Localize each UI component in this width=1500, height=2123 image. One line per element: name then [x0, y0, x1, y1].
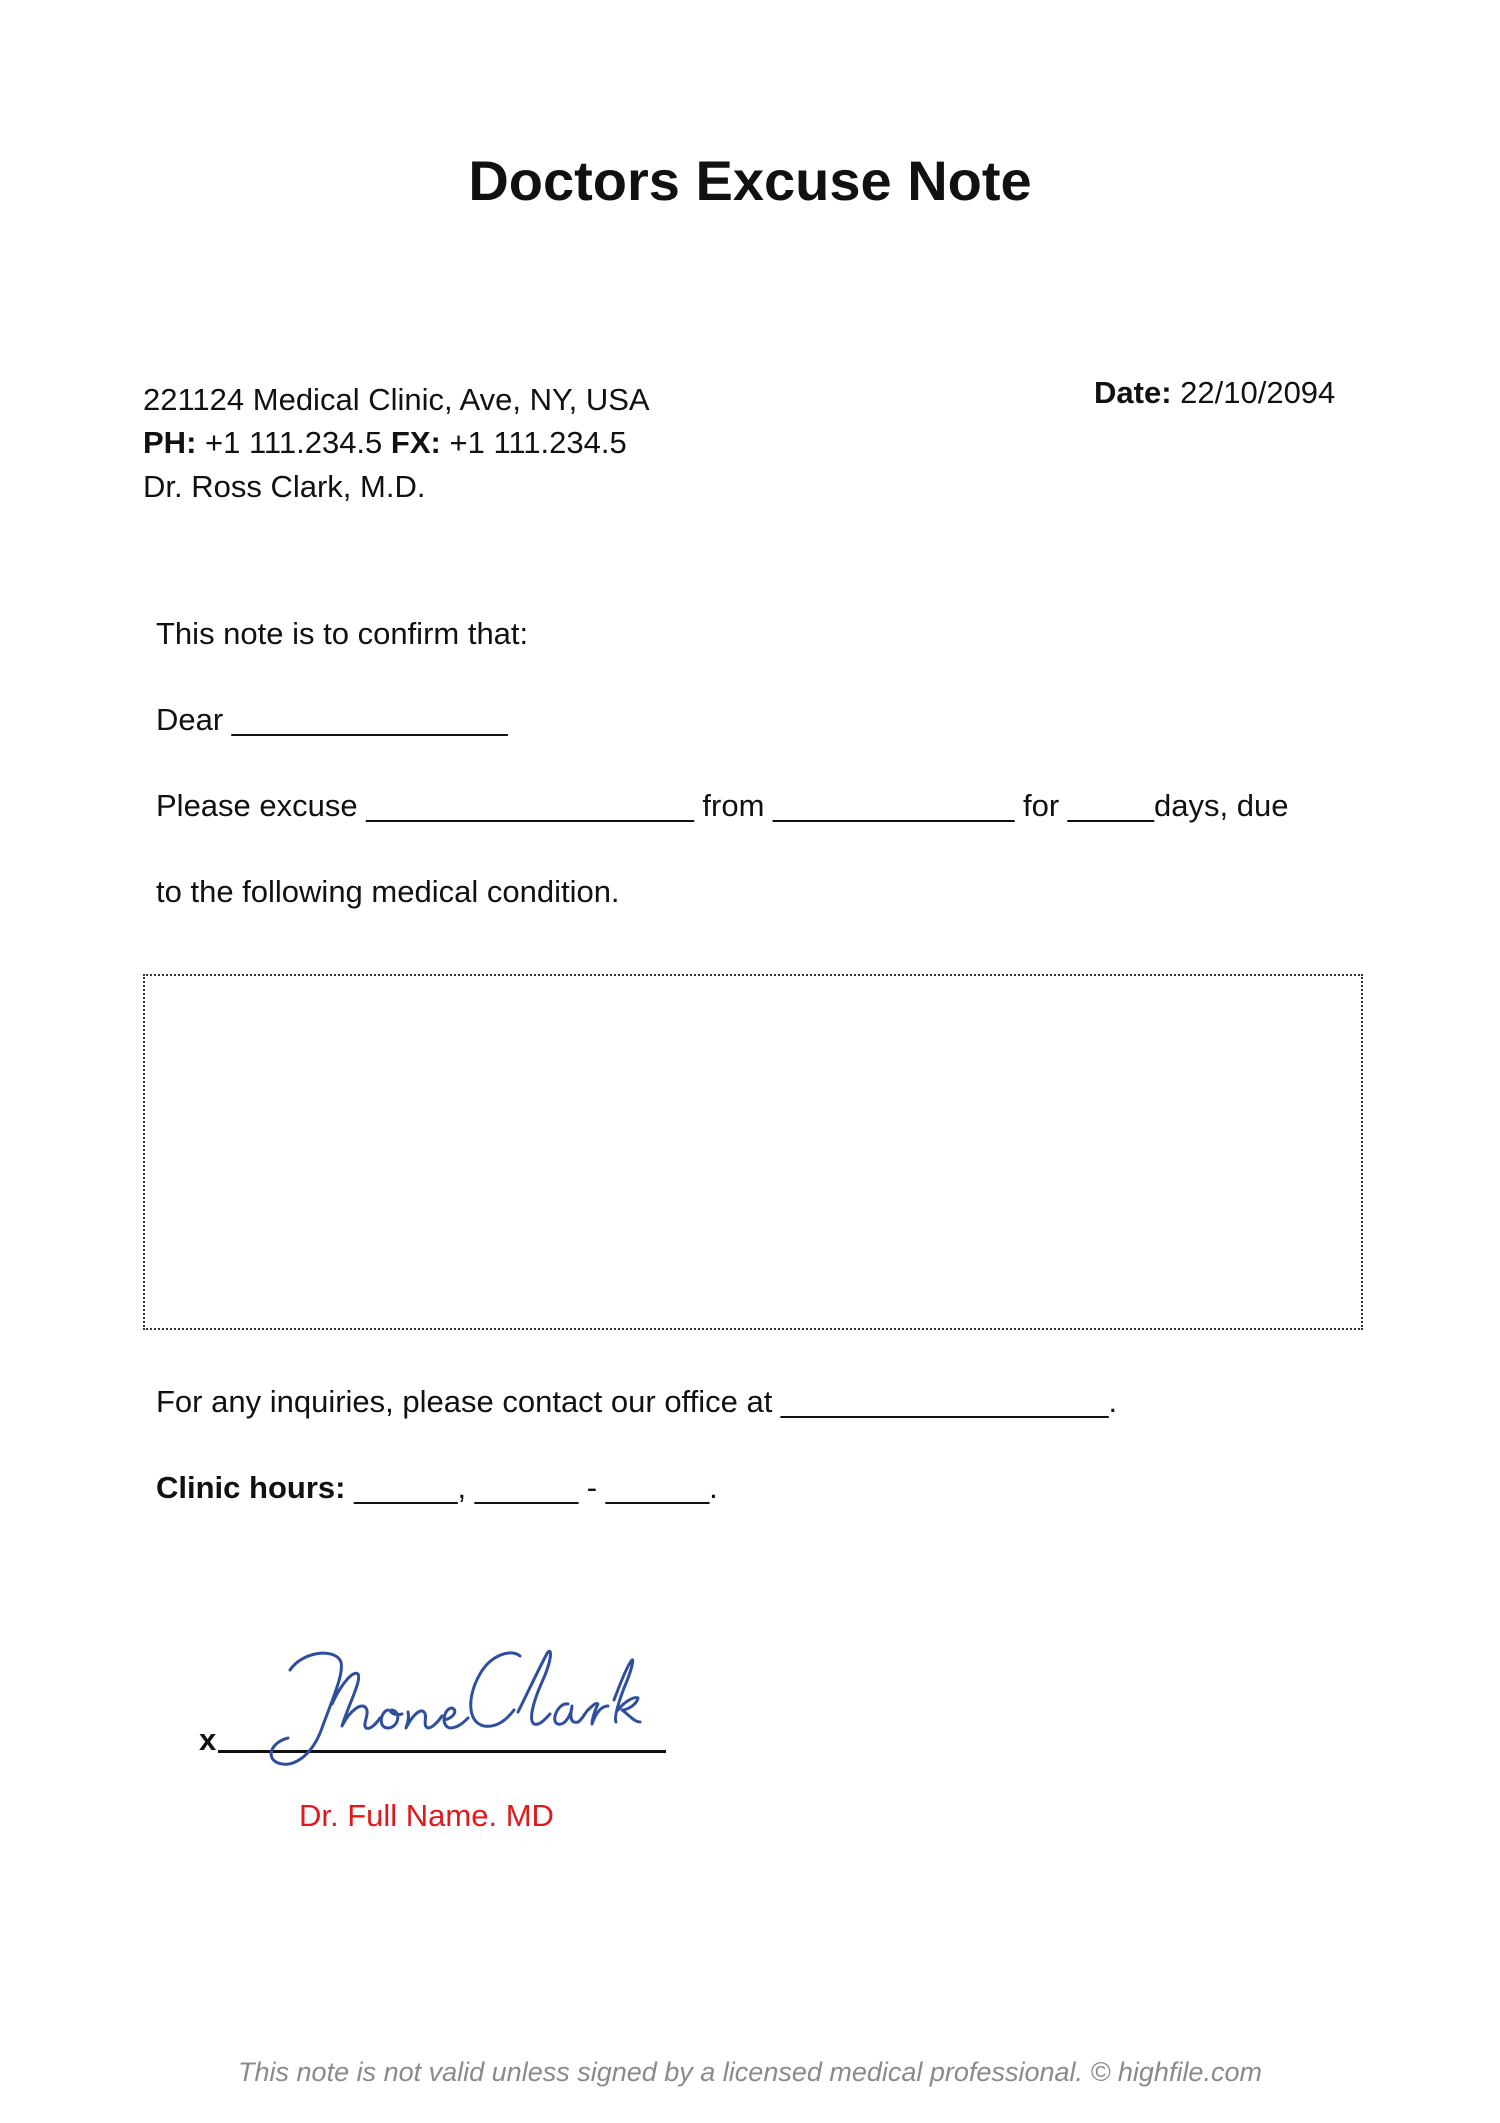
- handwritten-signature: [262, 1630, 642, 1780]
- footer-disclaimer: This note is not valid unless signed by a licensed medical professional. © highfile.com: [238, 2057, 1262, 2087]
- inquiries-line: For any inquiries, please contact our office at ___________________.: [156, 1384, 1118, 1419]
- clinic-hours-line: [156, 1468, 718, 1508]
- dear-line: Dear ________________: [156, 702, 508, 737]
- phone-label: PH:: [143, 425, 197, 460]
- phone-number: +1 111.234.5: [205, 425, 383, 460]
- medical-condition-box[interactable]: [143, 974, 1363, 1330]
- date-line: [1094, 373, 1335, 413]
- date-label: Date:: [1094, 375, 1172, 410]
- clinic-address: 221124 Medical Clinic, Ave, NY, USA: [143, 382, 650, 417]
- date-value: 22/10/2094: [1180, 375, 1336, 410]
- doctor-name: Dr. Ross Clark, M.D.: [143, 469, 426, 504]
- confirm-line: This note is to confirm that:: [156, 616, 529, 651]
- fax-label: FX:: [390, 425, 441, 460]
- clinic-hours-label: Clinic hours:: [156, 1470, 346, 1505]
- clinic-hours-value: ______, ______ - ______.: [354, 1470, 718, 1505]
- condition-line: to the following medical condition.: [156, 874, 620, 909]
- clinic-contact-line: [143, 423, 627, 463]
- excuse-line: Please excuse ___________________ from ______________ for _____days, due: [156, 788, 1289, 823]
- signer-name-label: Dr. Full Name. MD: [299, 1798, 554, 1833]
- fax-number: +1 111.234.5: [449, 425, 627, 460]
- document-title: Doctors Excuse Note: [468, 149, 1032, 212]
- signature-x-mark: x: [199, 1722, 217, 1757]
